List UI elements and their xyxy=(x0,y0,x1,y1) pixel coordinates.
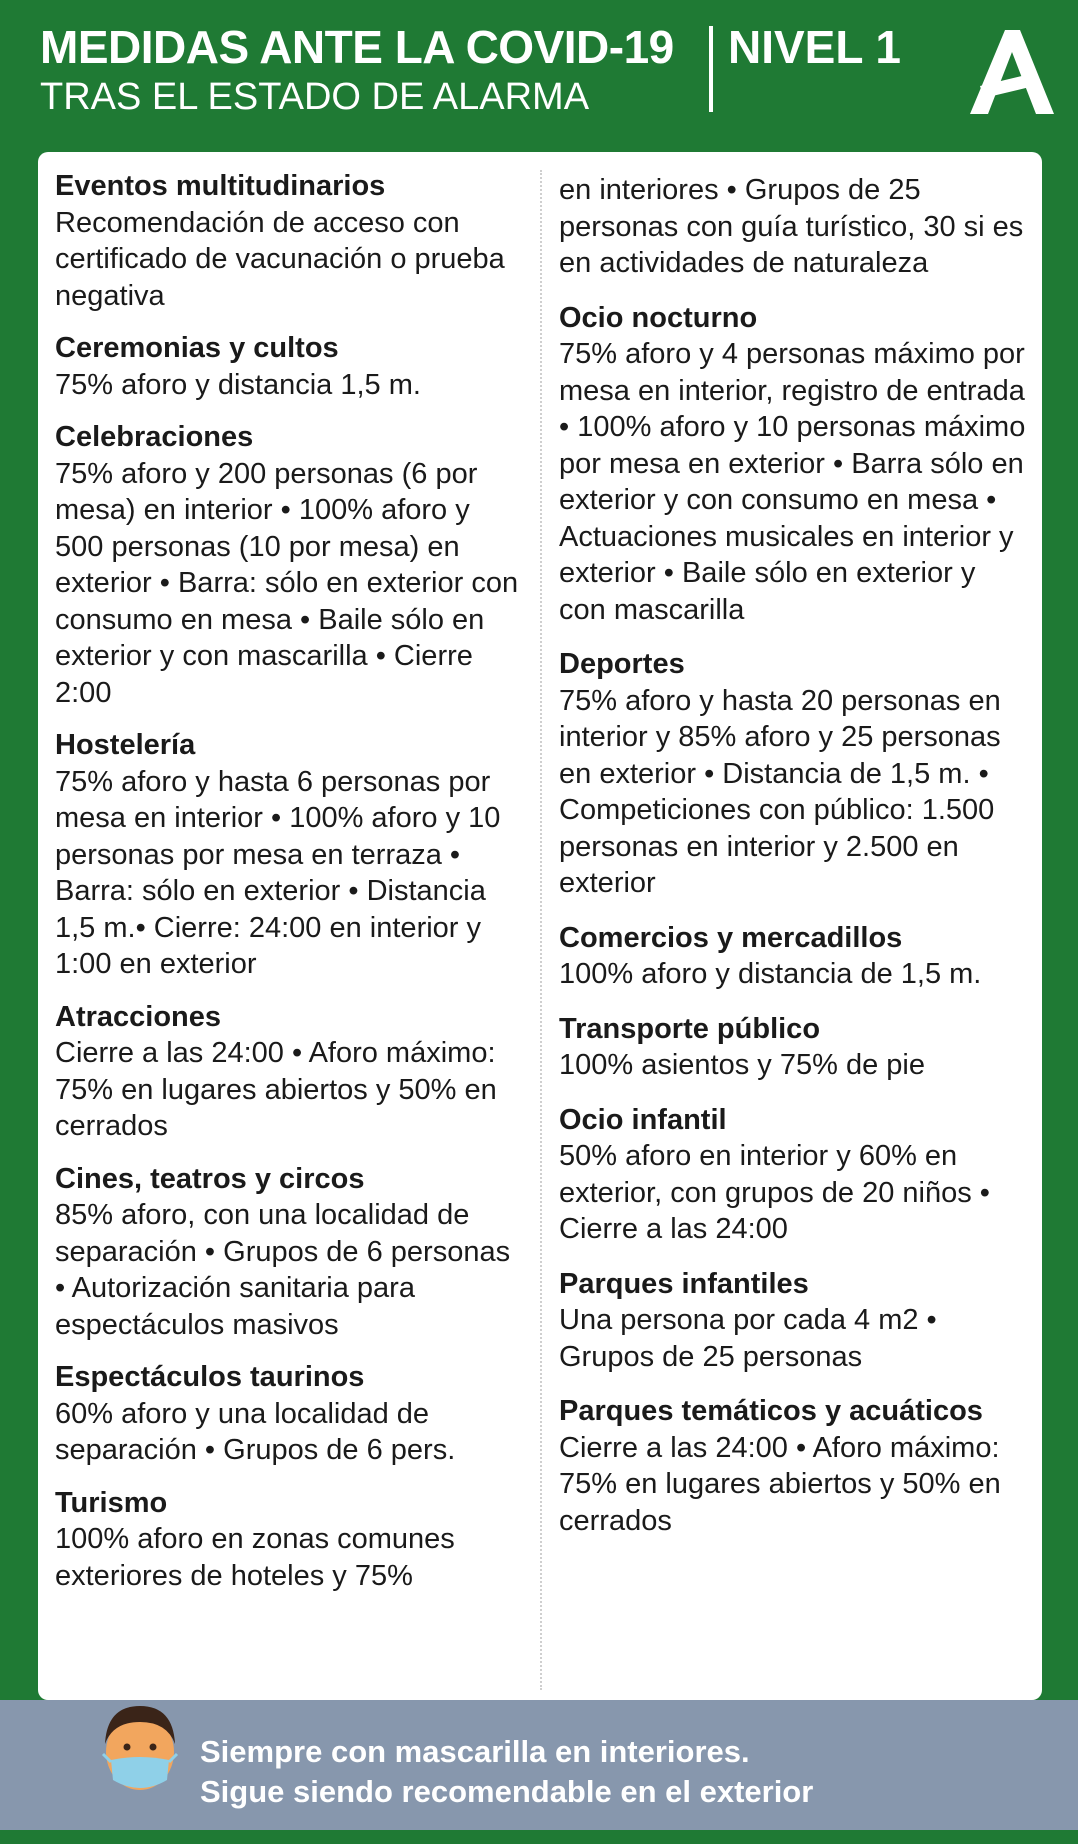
section-ocio-nocturno xyxy=(559,300,1029,629)
section-title: Parques temáticos y acuáticos xyxy=(559,1395,983,1427)
section-title: Eventos multitudinarios xyxy=(55,170,386,202)
header xyxy=(0,0,1078,150)
page-subtitle: TRAS EL ESTADO DE ALARMA xyxy=(40,76,590,118)
section-ocio-infantil xyxy=(559,1102,1029,1248)
left-column xyxy=(55,168,525,1610)
footer-line-1: Siempre con mascarilla en interiores. xyxy=(200,1734,750,1769)
section-title: Parques infantiles xyxy=(559,1267,809,1300)
section-body: Una persona por cada 4 m2 • Grupos de 25 personas xyxy=(559,1304,937,1373)
section-parques-tematicos xyxy=(559,1393,1029,1539)
bottom-strip xyxy=(0,1830,1078,1844)
section-celebraciones xyxy=(55,419,525,711)
section-deportes xyxy=(559,646,1029,902)
section-title: Comercios y mercadillos xyxy=(559,921,903,954)
section-transporte xyxy=(559,1011,1029,1084)
section-title: Espectáculos taurinos xyxy=(55,1361,365,1393)
section-turismo xyxy=(55,1485,525,1595)
section-body: 50% aforo en interior y 60% en exterior, con grupos de 20 niños • Cierre a las 24:00 xyxy=(559,1140,990,1245)
section-body: 75% aforo y hasta 20 personas en interior y 85% aforo y 25 personas en exterior • Distancia de 1,5 m. • Competiciones con público: 1.500 personas en interior y 2.500 en exterior xyxy=(559,684,1001,899)
section-body: 100% aforo y distancia de 1,5 m. xyxy=(559,958,982,990)
section-body: Cierre a las 24:00 • Aforo máximo: 75% en lugares abiertos y 50% en cerrados xyxy=(55,1037,497,1142)
junta-andalucia-logo-icon xyxy=(950,22,1060,122)
section-body: 75% aforo y 4 personas máximo por mesa en interior, registro de entrada • 100% aforo y 10 personas máximo por mesa en exterior • Barra sólo en exterior y con consumo en mesa • Actuaciones musicales en interior y exterior • Baile sólo en exterior y con mascarilla xyxy=(559,338,1026,626)
section-body: 75% aforo y 200 personas (6 por mesa) en interior • 100% aforo y 500 personas (10 por mesa) en exterior • Barra: sólo en exterior con consumo en mesa • Baile sólo en exterior y con mascarilla • Cierre 2:00 xyxy=(55,457,519,709)
section-cines xyxy=(55,1161,525,1344)
section-title: Cines, teatros y circos xyxy=(55,1162,365,1195)
section-body: 85% aforo, con una localidad de separación • Grupos de 6 personas • Autorización sanitaria para espectáculos masivos xyxy=(55,1199,511,1341)
section-body: Recomendación de acceso con certificado de vacunación o prueba negativa xyxy=(55,206,505,312)
page-title: MEDIDAS ANTE LA COVID-19 xyxy=(40,21,674,73)
section-title: Deportes xyxy=(559,648,685,680)
section-parques-infantiles xyxy=(559,1266,1029,1376)
section-title: Ocio nocturno xyxy=(559,301,758,334)
section-title: Atracciones xyxy=(55,1000,222,1033)
section-title: Ocio infantil xyxy=(559,1103,727,1136)
section-atracciones xyxy=(55,999,525,1145)
section-body: Cierre a las 24:00 • Aforo máximo: 75% en lugares abiertos y 50% en cerrados xyxy=(559,1431,1001,1537)
person-with-mask-icon xyxy=(95,1692,185,1802)
section-title: Transporte público xyxy=(559,1012,821,1045)
section-title: Ceremonias y cultos xyxy=(55,332,339,364)
section-body: 100% aforo en zonas comunes exteriores de hoteles y 75% xyxy=(55,1523,455,1592)
section-comercios xyxy=(559,920,1029,993)
section-title: Hostelería xyxy=(55,729,196,761)
section-body: 75% aforo y distancia 1,5 m. xyxy=(55,368,421,401)
section-body: 75% aforo y hasta 6 personas por mesa en interior • 100% aforo y 10 personas por mesa en terraza • Barra: sólo en exterior • Distancia 1,5 m.• Cierre: 24:00 en interior y 1:00 en exterior xyxy=(55,765,501,980)
section-body: 60% aforo y una localidad de separación • Grupos de 6 pers. xyxy=(55,1397,456,1466)
section-taurinos xyxy=(55,1359,525,1469)
measures-card xyxy=(38,152,1042,1700)
footer-banner xyxy=(0,1700,1078,1830)
column-divider xyxy=(540,170,542,1690)
section-body: en interiores • Grupos de 25 personas con guía turístico, 30 si es en actividades de naturaleza xyxy=(559,174,1024,279)
section-title: Turismo xyxy=(55,1486,168,1519)
section-turismo-cont xyxy=(559,172,1029,282)
section-title: Celebraciones xyxy=(55,421,254,453)
right-column xyxy=(559,172,1029,1557)
footer-line-2: Sigue siendo recomendable en el exterior xyxy=(200,1774,814,1809)
section-ceremonias xyxy=(55,330,525,403)
section-hosteleria xyxy=(55,727,525,983)
section-eventos xyxy=(55,168,525,314)
section-body: 100% asientos y 75% de pie xyxy=(559,1049,925,1081)
level-label: NIVEL 1 xyxy=(728,21,901,73)
header-divider xyxy=(709,26,713,112)
